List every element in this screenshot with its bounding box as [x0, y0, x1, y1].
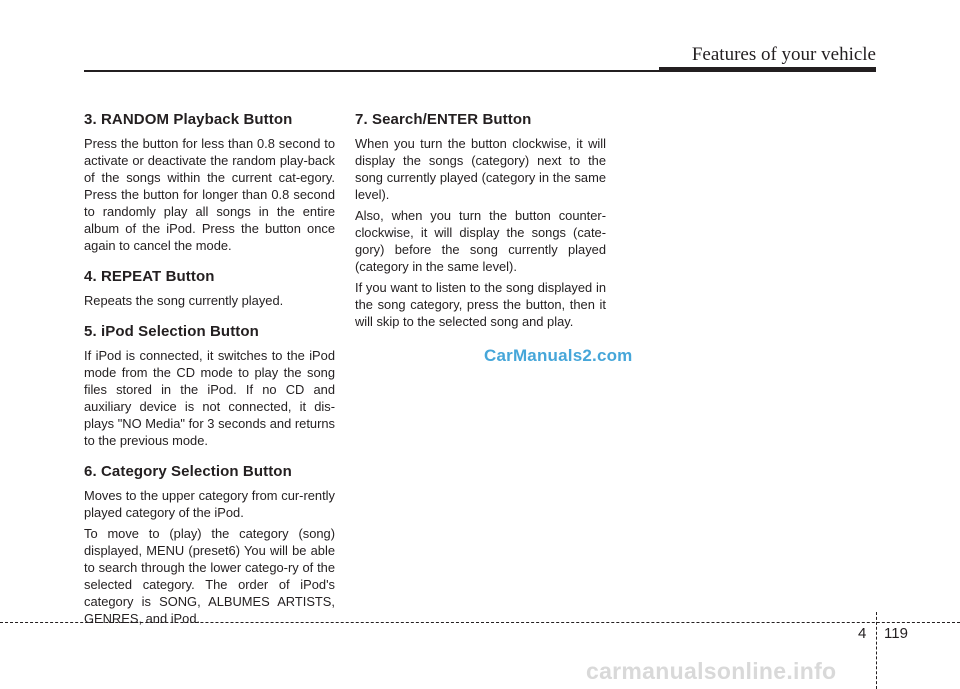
section-heading: 4. REPEAT Button: [84, 268, 215, 285]
page-number: 119: [884, 625, 908, 642]
chapter-number: 4: [858, 625, 867, 642]
section-heading: 6. Category Selection Button: [84, 463, 292, 480]
section-paragraph: If iPod is connected, it switches to the iPod mode from the CD mode to play the song files stored in the iPod. If no CD and auxiliary device is not connected, it dis-plays "NO Media" for 3 seconds and returns to the previous mode.: [84, 348, 335, 448]
footer-vertical-divider: [876, 612, 877, 689]
watermark-logo: CarManuals2.com: [484, 346, 633, 365]
section-ipod-selection: [84, 323, 335, 449]
section-paragraph: If you want to listen to the song displayed in the song category, press the button, then it will skip to the selected song and play.: [355, 280, 606, 329]
section-paragraph: Repeats the song currently played.: [84, 293, 284, 308]
section-paragraph: When you turn the button clockwise, it will display the songs (category) next to the song currently played (category in the same level).: [355, 136, 606, 202]
footer-divider: [0, 622, 960, 623]
footer-site-watermark: carmanualsonline.info: [586, 658, 837, 684]
section-repeat: [84, 268, 335, 309]
section-paragraph: Moves to the upper category from cur-rently played category of the iPod.: [84, 488, 335, 520]
section-heading: 3. RANDOM Playback Button: [84, 111, 293, 128]
section-paragraph: Press the button for less than 0.8 second to activate or deactivate the random play-back of the songs within the current cat-egory. Press the button for longer than 0.8 second to randomly play all songs in the entire album of the iPod. Press the button once again to cancel the mode.: [84, 136, 335, 253]
header-rule-accent: [659, 67, 876, 72]
section-paragraph: Also, when you turn the button counter-clockwise, it will display the songs (cate-gory) before the song currently played (category in the same level).: [355, 208, 606, 274]
section-paragraph: To move to (play) the category (song) displayed, MENU (preset6) You will be able to search through the lower catego-ry of the selected category. The order of iPod's category is SONG, ALBUMES ARTISTS, GENRES, and iPod.: [84, 526, 335, 626]
section-random-playback: [84, 111, 335, 254]
page-header-title: Features of your vehicle: [691, 44, 876, 65]
right-column: [355, 111, 606, 344]
section-category-selection: [84, 463, 335, 627]
section-heading: 7. Search/ENTER Button: [355, 111, 532, 128]
left-column: [84, 111, 335, 641]
section-search-enter: [355, 111, 606, 330]
section-heading: 5. iPod Selection Button: [84, 323, 259, 340]
